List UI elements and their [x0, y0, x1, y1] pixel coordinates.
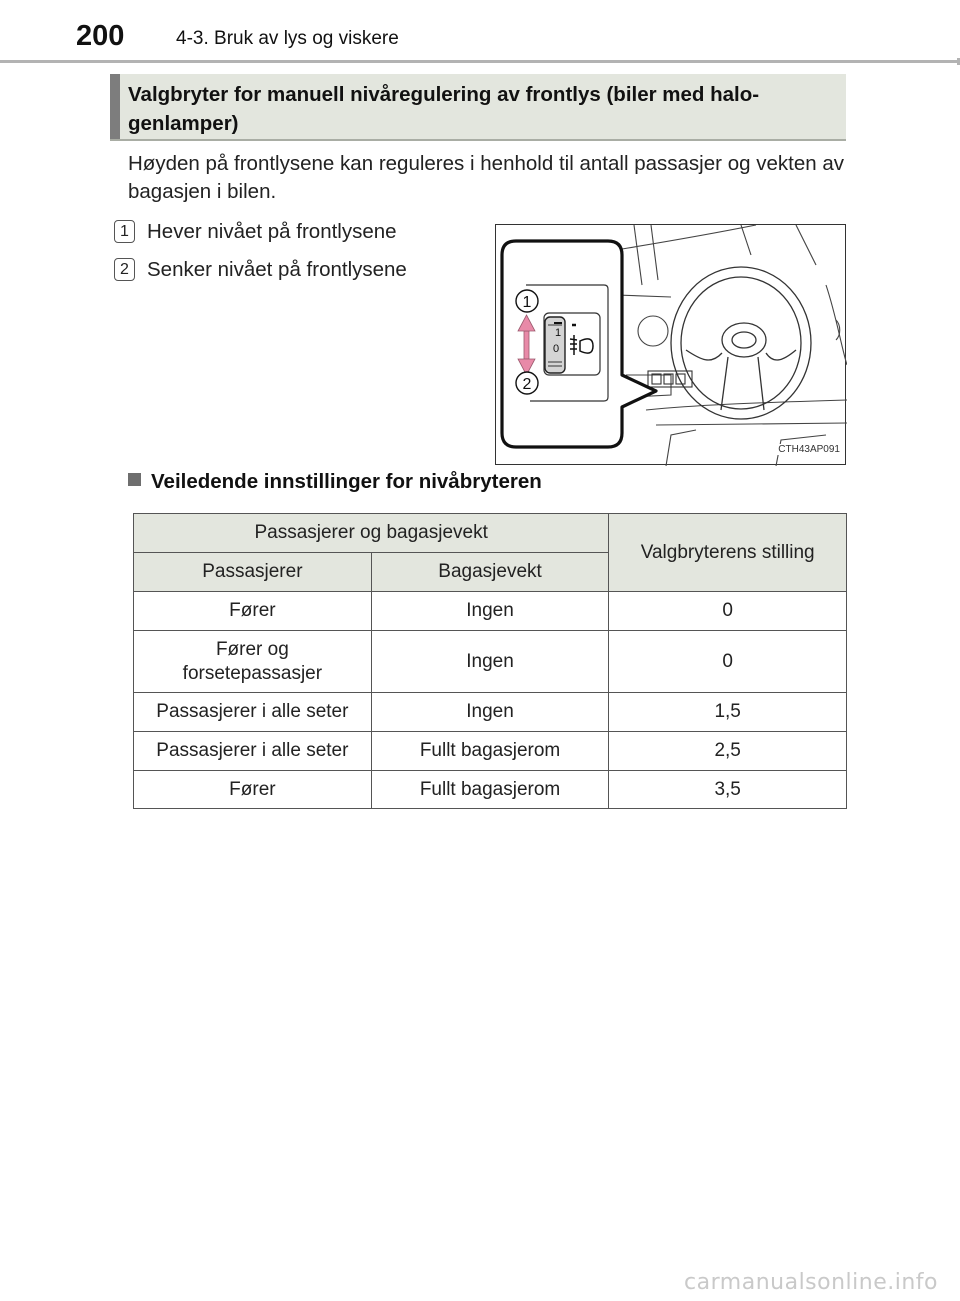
cell-passengers: Passasjerer i alle seter — [134, 693, 372, 732]
cell-luggage: Ingen — [371, 631, 609, 693]
table-row — [134, 771, 847, 809]
cell-position: 0 — [609, 631, 847, 693]
watermark: carmanualsonline.info — [684, 1270, 938, 1295]
list-item-text: Senker nivået på frontlysene — [147, 258, 407, 281]
header-rule — [0, 60, 960, 63]
gauge-icon — [638, 316, 668, 346]
page-number: 200 — [76, 20, 125, 52]
number-badge: 2 — [114, 258, 135, 281]
table-header-passengers: Passasjerer — [134, 553, 372, 592]
intro-paragraph: Høyden på frontlysene kan reguleres i henhold til antall passasjer og vekten av bagasjen i bilen. — [128, 152, 844, 203]
cell-position: 3,5 — [609, 771, 847, 809]
cell-position: 2,5 — [609, 732, 847, 771]
cell-luggage: Fullt bagasjerom — [371, 732, 609, 771]
section-heading-bar — [110, 74, 120, 139]
cell-position: 0 — [609, 592, 847, 631]
chapter-title: 4-3. Bruk av lys og viskere — [176, 28, 399, 49]
table-header-group: Passasjerer og bagasjevekt — [134, 514, 609, 553]
section-heading-box — [110, 74, 846, 141]
cell-luggage: Fullt bagasjerom — [371, 771, 609, 809]
number-badge: 1 — [114, 220, 135, 243]
dial-mark-0: 0 — [553, 343, 560, 355]
subheading — [128, 470, 542, 494]
cell-passengers-text: Fører og forsetepassasjer — [182, 638, 323, 684]
cell-luggage: Ingen — [371, 693, 609, 732]
table-row — [134, 631, 847, 693]
cell-luggage: Ingen — [371, 592, 609, 631]
list-item-raise — [114, 220, 397, 244]
table-header-luggage: Bagasjevekt — [371, 553, 609, 592]
subheading-text: Veiledende innstillinger for nivåbryteren — [151, 470, 542, 493]
switch-cluster — [648, 371, 692, 387]
cell-passengers: Fører — [134, 771, 372, 809]
cell-passengers — [134, 631, 372, 693]
dial-mark-1: 1 — [555, 327, 562, 339]
list-item-lower — [114, 258, 407, 282]
callout-1 — [516, 290, 538, 312]
list-item-text: Hever nivået på frontlysene — [147, 220, 397, 243]
figure-code: CTH43AP091 — [778, 444, 840, 455]
table-row — [134, 592, 847, 631]
table-row — [134, 732, 847, 771]
illustration-svg — [496, 225, 847, 466]
dashboard-illustration — [495, 224, 846, 465]
cell-passengers: Fører — [134, 592, 372, 631]
callout-label-1: 1 — [522, 294, 532, 311]
steering-wheel-icon — [671, 267, 811, 419]
square-bullet-icon — [128, 473, 141, 486]
callout-label-2: 2 — [522, 376, 532, 393]
callout-2 — [516, 372, 538, 394]
cell-position: 1,5 — [609, 693, 847, 732]
settings-table — [133, 513, 847, 809]
section-title: Valgbryter for manuell nivåregulering av frontlys (biler med halo-genlamper) — [128, 83, 760, 135]
cell-passengers: Passasjerer i alle seter — [134, 732, 372, 771]
table-header-position: Valgbryterens stilling — [609, 514, 847, 592]
table-row — [134, 693, 847, 732]
